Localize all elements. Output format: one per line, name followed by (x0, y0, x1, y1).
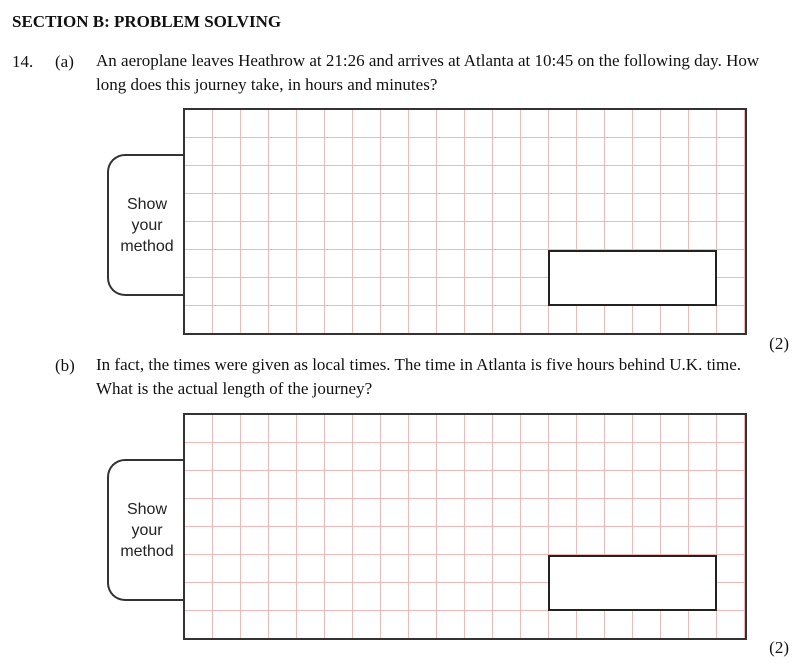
part-b-question-text: In fact, the times were given as local times. The time in Atlanta is five hours behind U.K. time. What is the actual length of the journey? (96, 355, 742, 398)
part-a-marks: (2) (769, 334, 789, 353)
section-heading: SECTION B: PROBLEM SOLVING (12, 12, 282, 31)
part-b-method-label: Show your method (120, 500, 174, 560)
part-a-question-text: An aeroplane leaves Heathrow at 21:26 and arrives at Atlanta at 10:45 on the following day. How long does this journey take, in hours and minutes? (96, 51, 760, 94)
part-b-label: (b) (55, 356, 75, 375)
part-a-method-label: Show your method (120, 195, 174, 255)
question-number: 14. (12, 52, 34, 71)
part-b-marks: (2) (769, 638, 789, 657)
part-a-method-tab (107, 154, 185, 296)
part-b-method-tab (107, 459, 185, 601)
part-a-label: (a) (55, 52, 74, 71)
part-a-answer-box[interactable] (548, 250, 717, 306)
part-b-answer-box[interactable] (548, 555, 717, 611)
